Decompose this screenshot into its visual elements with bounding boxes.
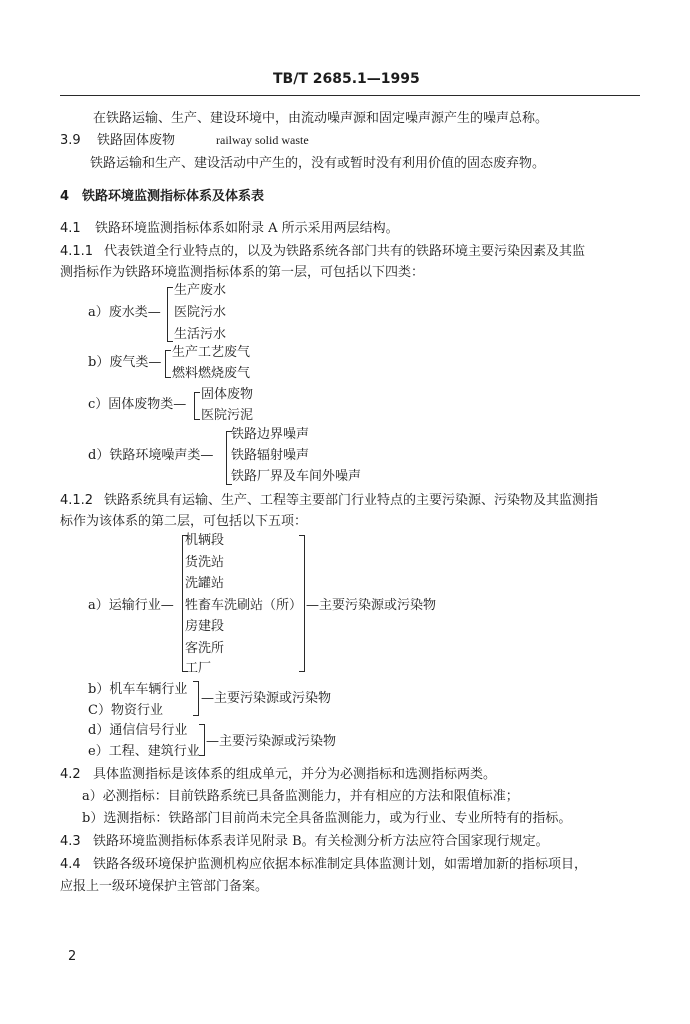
clause-3-9-definition: 铁路运输和生产、建设活动中产生的，没有或暂时没有利用价值的固态废弃物。 — [90, 156, 546, 171]
layer1-b-item: 燃料燃烧废气 — [172, 366, 251, 381]
layer1-d-item: 铁路边界噪声 — [231, 427, 310, 442]
layer1-b-item: 生产工艺废气 — [172, 345, 251, 360]
layer1-c-bracket — [194, 392, 200, 420]
clause-3-9-english: railway solid waste — [216, 133, 309, 147]
layer2-bc-result: —主要污染源或污染物 — [201, 691, 332, 706]
layer1-c-label: c）固体废物类— — [88, 397, 187, 412]
layer1-a-item: 生活污水 — [174, 327, 227, 342]
layer2-a-item: 机辆段 — [185, 533, 225, 548]
clause-4-1-2-number: 4.1.2 — [60, 493, 94, 508]
layer2-c-label: C）物资行业 — [88, 703, 163, 718]
layer2-bc-bracket — [193, 681, 199, 716]
layer1-d-item: 铁路厂界及车间外噪声 — [231, 469, 362, 484]
clause-4-3-text: 铁路环境监测指标体系表详见附录 B。有关检测分析方法应符合国家现行规定。 — [93, 834, 549, 849]
layer1-a-bracket — [167, 287, 173, 342]
clause-4-1-1-line1: 代表铁道全行业特点的，以及为铁路系统各部门共有的铁路环境主要污染因素及其监 — [104, 244, 586, 259]
clause-3-9-title: 铁路固体废物 — [97, 133, 176, 148]
layer1-a-label: a）废水类— — [88, 305, 161, 320]
clause-4-1-text: 铁路环境监测指标体系如附录 A 所示采用两层结构。 — [95, 221, 399, 236]
clause-4-2-number: 4.2 — [60, 767, 81, 782]
section-4-title: 铁路环境监测指标体系及体系表 — [82, 189, 265, 204]
layer2-a-right-bracket — [299, 535, 305, 672]
layer2-d-label: d）通信信号行业 — [88, 723, 188, 738]
layer1-d-item: 铁路辐射噪声 — [231, 448, 310, 463]
clause-4-4-line1: 铁路各级环境保护监测机构应依据本标准制定具体监测计划，如需增加新的指标项目， — [93, 857, 588, 872]
page-number: 2 — [68, 949, 77, 964]
header-rule — [60, 95, 640, 96]
clause-4-2-a: a）必测指标：目前铁路系统已具备监测能力，并有相应的方法和限值标准； — [82, 789, 519, 804]
section-4-number: 4 — [60, 189, 70, 204]
clause-3-9-number: 3.9 — [60, 133, 81, 148]
intro-line: 在铁路运输、生产、建设环境中，由流动噪声源和固定噪声源产生的噪声总称。 — [93, 111, 549, 126]
standard-number-header: TB/T 2685.1—1995 — [273, 71, 420, 87]
clause-4-1-2-line1: 铁路系统具有运输、生产、工程等主要部门行业特点的主要污染源、污染物及其监测指 — [104, 493, 599, 508]
clause-4-1-number: 4.1 — [60, 221, 81, 236]
clause-4-3-number: 4.3 — [60, 834, 81, 849]
layer2-e-label: e）工程、建筑行业 — [88, 744, 200, 759]
layer2-a-item: 房建段 — [185, 619, 225, 634]
layer2-a-label: a）运输行业— — [88, 598, 174, 613]
clause-4-1-1-line2: 测指标作为铁路环境监测指标体系的第一层，可包括以下四类： — [60, 265, 425, 280]
layer2-de-bracket — [199, 724, 205, 756]
layer1-a-item: 生产废水 — [174, 283, 227, 298]
layer1-b-bracket — [165, 350, 171, 378]
clause-4-4-line2: 应报上一级环境保护主管部门备案。 — [60, 879, 269, 894]
clause-4-2-text: 具体监测指标是该体系的组成单元，并分为必测指标和选测指标两类。 — [93, 767, 497, 782]
clause-4-1-1-number: 4.1.1 — [60, 244, 94, 259]
layer2-a-item: 工厂 — [185, 661, 212, 676]
layer2-a-item: 洗罐站 — [185, 576, 225, 591]
layer2-a-result: —主要污染源或污染物 — [306, 598, 437, 613]
clause-4-2-b: b）选测指标：铁路部门目前尚未完全具备监测能力，或为行业、专业所特有的指标。 — [82, 811, 572, 826]
layer1-d-label: d）铁路环境噪声类— — [88, 448, 214, 463]
clause-4-1-2-line2: 标作为该体系的第二层，可包括以下五项： — [60, 514, 308, 529]
layer2-b-label: b）机车车辆行业 — [88, 682, 188, 697]
layer2-a-item: 牲畜车洗刷站（所） — [185, 598, 303, 613]
layer1-c-item: 固体废物 — [201, 387, 254, 402]
layer1-a-item: 医院污水 — [174, 305, 227, 320]
layer2-a-item: 客洗所 — [185, 641, 225, 656]
clause-4-4-number: 4.4 — [60, 857, 81, 872]
layer2-a-item: 货洗站 — [185, 555, 225, 570]
layer1-b-label: b）废气类— — [88, 355, 162, 370]
layer1-c-item: 医院污泥 — [201, 408, 254, 423]
layer2-de-result: —主要污染源或污染物 — [206, 734, 337, 749]
